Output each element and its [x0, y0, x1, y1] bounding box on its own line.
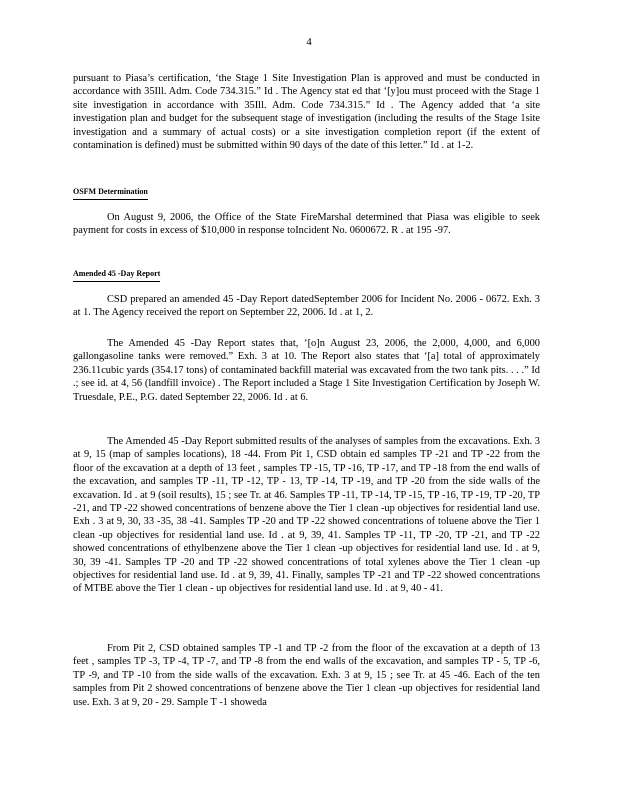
paragraph-osfm — [73, 211, 540, 238]
page-number: 4 — [306, 36, 312, 48]
heading-osfm-determination: OSFM Determination — [73, 185, 148, 200]
paragraph-text: The Amended 45 -Day Report states that, ‘[o]n August 23, 2006, the 2,000, 4,000, and 6,000 gallongasoline tanks were removed.” Exh. 3 at 10. The Report also states that ‘[a] total of approximately 236.11cubic yards (354.17 tons) of contaminated backfill material was excavated from the two tank pits. . . .” Id .; see id. at 4, 56 (landfill invoice) . The Report included a Stage 1 Site Investigation Certification by Joseph W. Truesdale, P.E., P.G. dated September 22, 2006. Id . at 6. — [73, 338, 540, 403]
paragraph-text: On August 9, 2006, the Office of the State FireMarshal determined that Piasa was eligible to seek payment for costs in excess of $10,000 in response toIncident No. 0600672. R . at 195 -97. — [73, 212, 540, 237]
paragraph-text: The Amended 45 -Day Report submitted results of the analyses of samples from the excavations. Exh. 3 at 9, 15 (map of samples locations), 18 -44. From Pit 1, CSD obtain ed samples TP -21 and TP -22 from the floor of the excavation at a depth of 13 feet , samples TP -15, TP -16, TP -17, and TP -18 from the end walls of the excavation, and samples TP -11, TP -12, TP - 13, TP -14, TP -19, and TP -20 from the side walls of the excavation. Id . at 9 (soil results), 15 ; see Tr. at 46. Samples TP -11, TP -14, TP -15, TP -16, TP -19, TP -20, TP -21, and TP -22 showed concentrations of benzene above the Tier 1 clean -up objectives for residential land use. Exh . 3 at 9, 30, 33 -35, 38 -41. Samples TP -20 and TP -22 showed concentrations of toluene above the Tier 1 clean -up objectives for residential land use. Id . at 9, 39, 41. Samples TP -11, TP -20, TP -21, and TP -22 showed concentrations of ethylbenzene above the Tier 1 clean -up objectives for residential land use. Id . at 9, 30, 39 -41. Samples TP -20 and TP -22 showed concentrations of total xylenes above the Tier 1 clean -up objectives for residential land use. Id . at 9, 39, 41. Finally, samples TP -21 and TP -22 showed concentrations of MTBE above the Tier 1 clean - up objectives for residential land use. Id . at 9, 40 - 41. — [73, 436, 540, 595]
paragraph-report-states — [73, 337, 540, 404]
paragraph-pit1-results — [73, 435, 540, 596]
paragraph-text: CSD prepared an amended 45 -Day Report datedSeptember 2006 for Incident No. 2006 - 0672. Exh. 3 at 1. The Agency received the report on September 22, 2006. Id . at 1, 2. — [73, 294, 540, 319]
paragraph-text: From Pit 2, CSD obtained samples TP -1 and TP -2 from the floor of the excavation at a depth of 13 feet , samples TP -3, TP -4, TP -7, and TP -8 from the end walls of the excavation, and samples TP - 5, TP -6, TP -9, and TP -10 from the side walls of the excavation. Exh. 3 at 9, 15 ; see Tr. at 45 -46. Each of the ten samples from Pit 2 showed concentrations of benzene above the Tier 1 clean -up objectives for residential land use. Exh. 3 at 9, 20 - 29. Sample T -1 showeda — [73, 643, 540, 708]
paragraph-text: pursuant to Piasa’s certification, ‘the Stage 1 Site Investigation Plan is approved and must be conducted in accordance with 35Ill. Adm. Code 734.315.” Id . The Agency stat ed that ‘[y]ou must proceed with the Stage 1 site investigation in accordance with 35Ill. Adm. Code 734.315.” Id . The Agency added that ‘a site investigation plan and budget for the subsequent stage of investigation (including the results of the Stage 1site investigation and a summary of actual costs) or a site investigation completion report (if the extent of contamination is defined) must be submitted within 90 days of the date of this letter.” Id . at 1-2. — [73, 73, 540, 152]
paragraph-csd-prepared — [73, 293, 540, 320]
heading-amended-45-day-report: Amended 45 -Day Report — [73, 267, 160, 282]
paragraph-stage1-approval — [73, 72, 540, 152]
paragraph-pit2-results — [73, 642, 540, 709]
